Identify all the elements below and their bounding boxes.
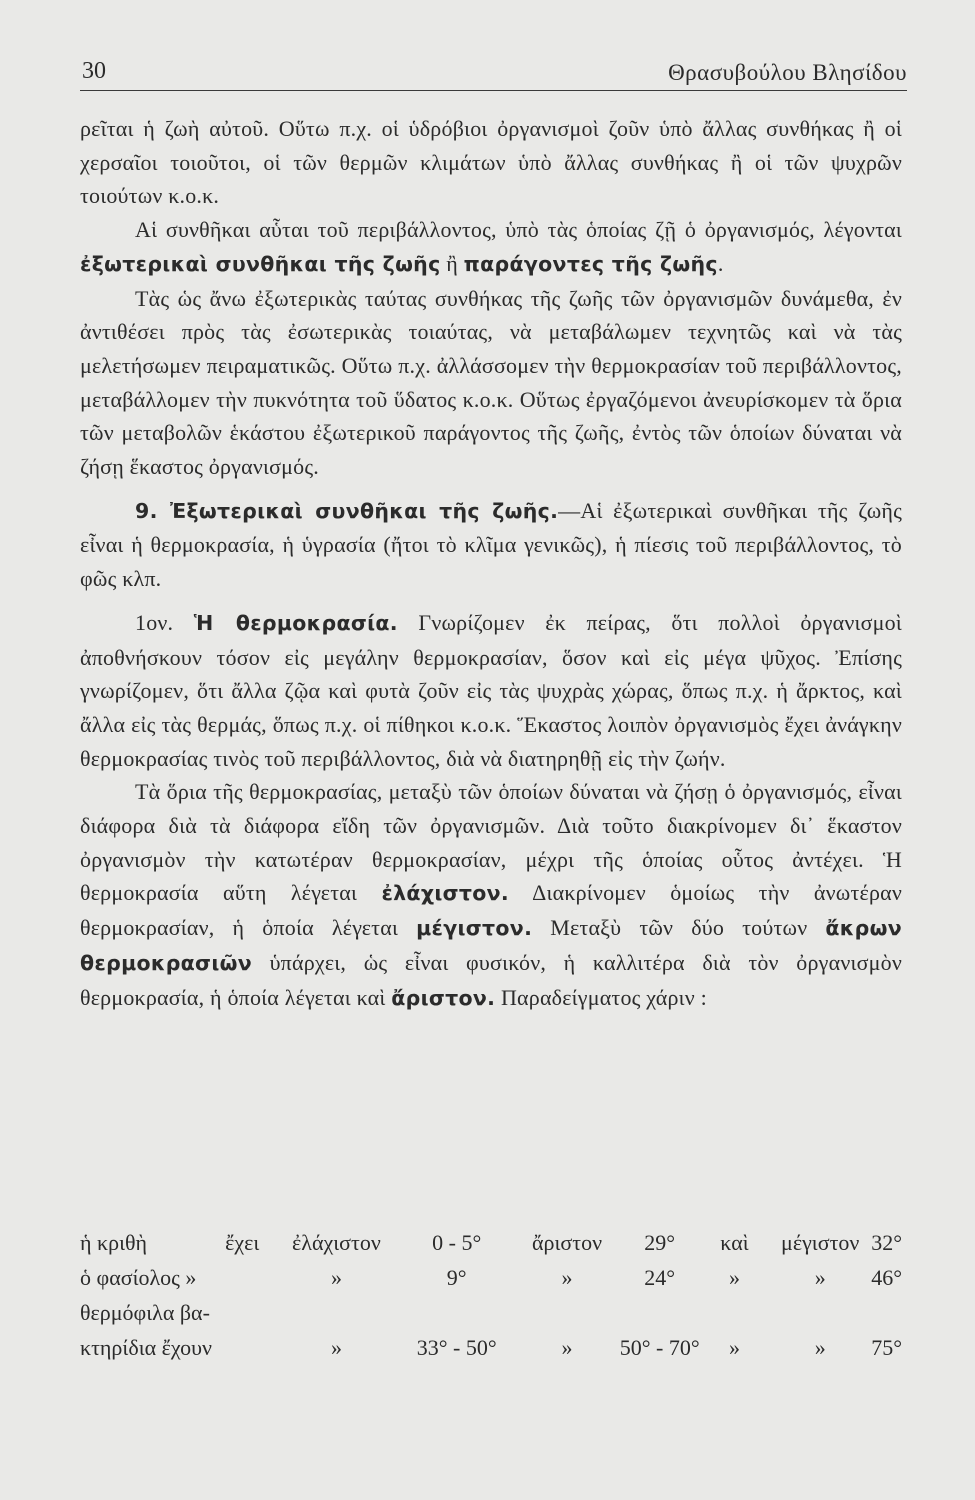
table-row <box>80 1330 902 1365</box>
ditto-mark: » <box>561 1264 573 1290</box>
value-maximum: 32° <box>871 1229 902 1255</box>
text-run: Μεταξὺ τῶν δύο τούτων <box>532 915 826 941</box>
value-minimum: 0 - 5° <box>432 1229 482 1255</box>
text-run: ἢ <box>440 250 464 276</box>
ditto-mark: » <box>728 1264 740 1290</box>
subsection-number: 1ον. <box>135 609 194 635</box>
organism-name: κτηρίδια ἔχουν <box>80 1334 212 1360</box>
ditto-mark: » <box>814 1264 826 1290</box>
conjunction: καὶ <box>720 1229 749 1255</box>
value-minimum: 33° - 50° <box>416 1334 497 1360</box>
table-row <box>80 1295 902 1330</box>
label-optimum: ἄριστον <box>531 1229 603 1255</box>
text-run: Γνωρίζομεν ἐκ πείρας, ὅτι πολλοὶ ὀργανισμοὶ ἀποθνήσκουν τόσον εἰς μεγάλην θερμοκρασίαν, ὅσον καὶ εἰς μέγα ψῦχος. Ἐπίσης γνωρίζομεν, ὅτι ἄλλα ζῷα καὶ φυτὰ ζοῦν εἰς τὰς ψυχρὰς χώρας, ὅπως π.χ. ἡ ἄρκτος, καὶ ἄλλα εἰς τὰς θερμάς, ὅπως π.χ. οἱ πίθηκοι κ.ο.κ. Ἕκαστος λοιπὸν ὀργανισμὸς ἔχει ἀνάγκην θερμοκρασίας τινὸς τοῦ περιβάλλοντος, διὰ νὰ διατηρηθῇ εἰς τὴν ζωήν. <box>80 609 902 771</box>
label-minimum: ἐλάχιστον <box>292 1229 381 1255</box>
organism-name: ὁ φασίολος » <box>80 1264 197 1290</box>
paragraph <box>80 213 902 281</box>
text-run: . <box>717 250 724 276</box>
page-number: 30 <box>82 58 106 84</box>
term-external-conditions: ἐξωτερικαὶ συνθῆκαι τῆς ζωῆς <box>80 251 441 276</box>
text-run: Διακρίνομεν ὁμοίως τὴν ἀνωτέραν θερμοκρασίαν, ἡ ὁποία λέγεται <box>80 880 902 941</box>
ditto-mark: » <box>561 1334 573 1360</box>
value-optimum: 50° - 70° <box>619 1334 700 1360</box>
body-text <box>80 112 902 1015</box>
label-maximum: μέγιστον <box>781 1229 860 1255</box>
term-life-factors: παράγοντες τῆς ζωῆς <box>463 251 718 276</box>
value-optimum: 24° <box>644 1264 676 1290</box>
running-title: Θρασυβούλου Βλησίδου <box>668 60 907 85</box>
value-maximum: 46° <box>871 1264 902 1290</box>
organism-name: ἡ κριθὴ <box>80 1229 148 1255</box>
term-extreme-temperatures: ἄκρων θερμοκρασιῶν <box>80 916 902 975</box>
value-optimum: 29° <box>644 1229 676 1255</box>
verb: ἔχει <box>225 1229 260 1255</box>
subsection-temperature <box>80 606 902 776</box>
subsection-heading: Ἡ θερμοκρασία. <box>193 610 398 635</box>
running-header <box>80 58 907 91</box>
text-run: Αἱ συνθῆκαι αὗται τοῦ περιβάλλοντος, ὑπὸ τὰς ὁποίας ζῇ ὁ ὀργανισμός, λέγονται <box>135 217 902 243</box>
section-9 <box>80 494 902 596</box>
organism-name: θερμόφιλα βα- <box>80 1299 210 1325</box>
ditto-mark: » <box>330 1334 342 1360</box>
paragraph: ρεῖται ἡ ζωὴ αὐτοῦ. Οὕτω π.χ. οἱ ὑδρόβιοι ὀργανισμοὶ ζοῦν ὑπὸ ἄλλας συνθήκας ἢ οἱ χερσαῖοι τοιοῦτοι, οἱ τῶν θερμῶν κλιμάτων ὑπὸ ἄλλας συνθήκας ἢ οἱ τῶν ψυχρῶν τοιούτων κ.ο.κ. <box>80 116 902 209</box>
spacer <box>80 484 902 494</box>
ditto-mark: » <box>728 1334 740 1360</box>
table-row <box>80 1225 902 1260</box>
text-run: ὑπάρχει, ὡς εἶναι φυσικόν, ἡ καλλιτέρα διὰ τὸν ὀργανισμὸν θερμοκρασία, ἡ ὁποία λέγεται καὶ <box>80 949 902 1010</box>
term-minimum: ἐλάχιστον. <box>381 881 510 906</box>
text-run: —Αἱ ἐξωτερικαὶ συνθῆκαι τῆς ζωῆς εἶναι ἡ θερμοκρασία, ἡ ὑγρασία (ἤτοι τὸ κλῖμα γενικῶς), ἡ πίεσις τοῦ περιβάλλοντος, τὸ φῶς κλπ. <box>80 497 903 592</box>
spacer <box>80 596 902 606</box>
value-maximum: 75° <box>871 1334 902 1360</box>
text-run: Παραδείγματος χάριν : <box>495 984 707 1010</box>
temperature-examples-table <box>80 1225 902 1365</box>
term-maximum: μέγιστον. <box>416 916 533 941</box>
paragraph: Τὰς ὡς ἄνω ἐξωτερικὰς ταύτας συνθήκας τῆς ζωῆς τῶν ὀργανισμῶν δυνάμεθα, ἐν ἀντιθέσει πρὸς τὰς ἐσωτερικὰς τοιαύτας, νὰ μεταβάλωμεν τεχνητῶς καὶ νὰ τὰς μελετήσωμεν πειραματικῶς. Οὕτω π.χ. ἀλλάσσομεν τὴν θερμοκρασίαν τοῦ περιβάλλοντος, μεταβάλλομεν τὴν πυκνότητα τοῦ ὕδατος κ.ο.κ. Οὕτως ἐργαζόμενοι ἀνευρίσκομεν τὰ ὅρια τῶν μεταβολῶν ἑκάστου ἐξωτερικοῦ παράγοντος τῆς ζωῆς, ἐντὸς τῶν ὁποίων δύναται νὰ ζήσῃ ἕκαστος ὀργανισμός. <box>80 285 902 480</box>
ditto-mark: » <box>814 1334 826 1360</box>
text-run: Τὰ ὅρια τῆς θερμοκρασίας, μεταξὺ τῶν ὁποίων δύναται νὰ ζήσῃ ὁ ὀργανισμός, εἶναι διάφορα διὰ τὰ διάφορα εἴδη τῶν ὀργανισμῶν. Διὰ τοῦτο διακρίνομεν δι᾽ ἕκαστον ὀργανισμὸν τὴν κατωτέραν θερμοκρασίαν, μέχρι τῆς ὁποίας οὗτος ἀντέχει. Ἡ θερμοκρασία αὕτη λέγεται <box>80 779 902 906</box>
term-optimum: ἄριστον. <box>391 985 496 1010</box>
section-heading: 9. Ἐξωτερικαὶ συνθῆκαι τῆς ζωῆς. <box>135 498 559 523</box>
value-minimum: 9° <box>446 1264 467 1290</box>
ditto-mark: » <box>330 1264 342 1290</box>
paragraph <box>80 775 902 1015</box>
table-row <box>80 1260 902 1295</box>
